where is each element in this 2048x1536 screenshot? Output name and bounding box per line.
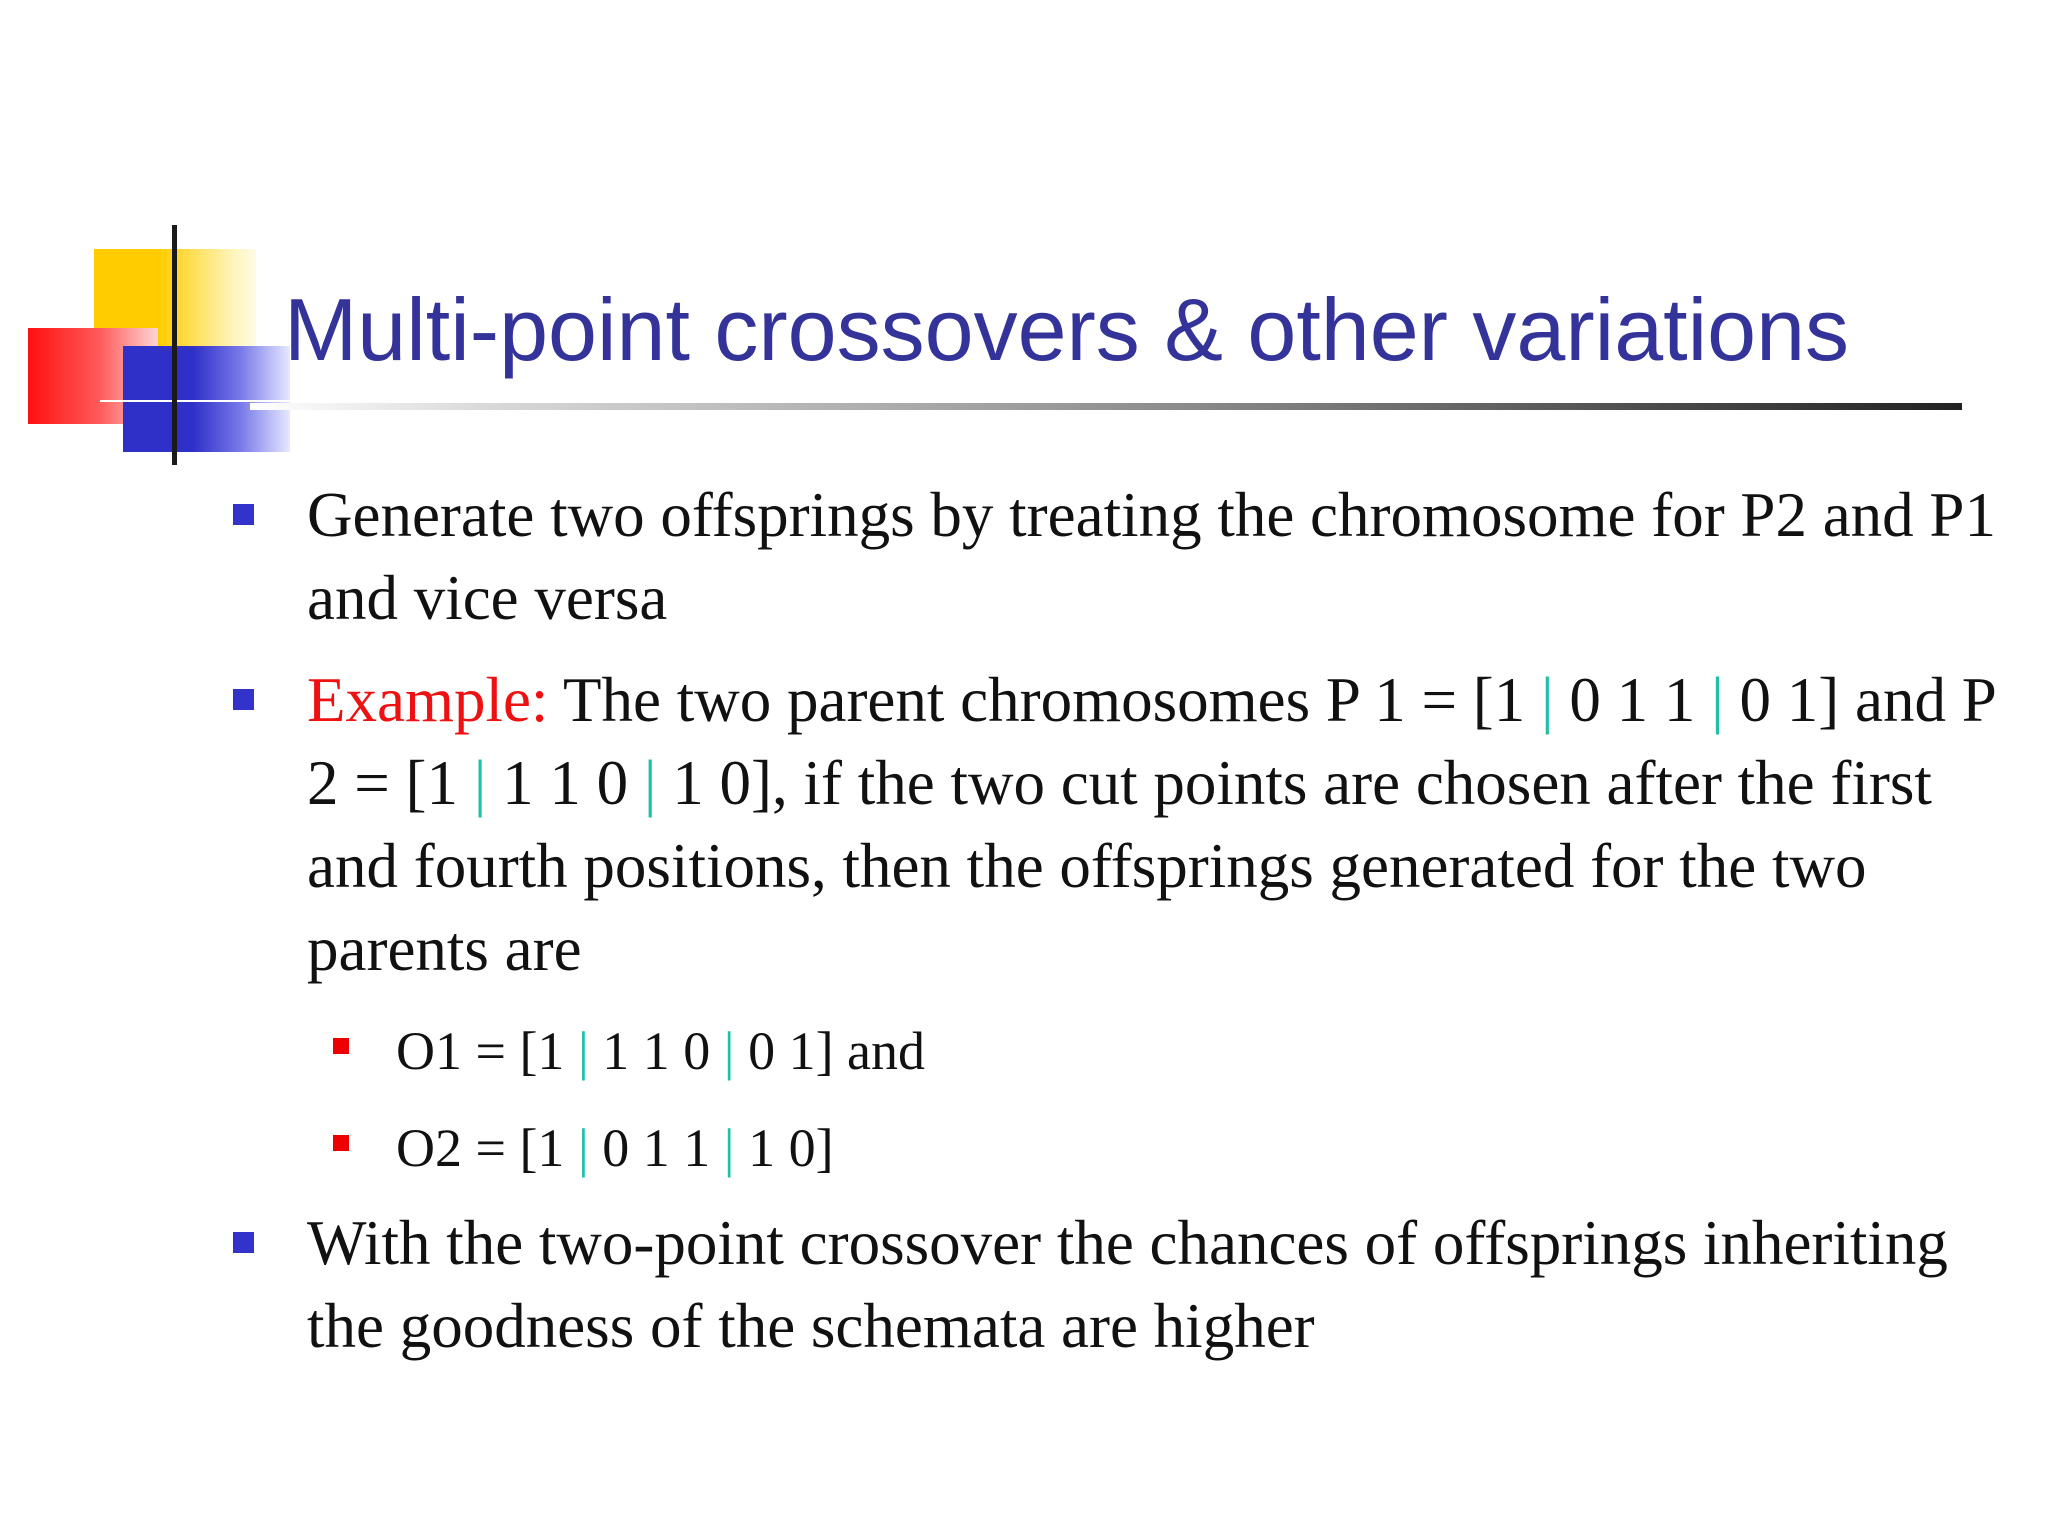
p2-end: 1 0], if the two cut points are chosen after the first and fourth positions, then the offsprings generated for the two parents are <box>307 748 1932 984</box>
p2-prefix: and P 2 = [1 <box>307 665 1995 818</box>
p1-end: 0 1] <box>1723 665 1840 735</box>
cut-mark: | <box>473 748 487 818</box>
o1-prefix: O1 = [1 <box>396 1021 578 1081</box>
cut-mark: | <box>1541 665 1554 735</box>
bullet-text: With the two-point crossover the chances of offsprings inheriting the goodness of the schemata are higher <box>307 1208 1948 1361</box>
cut-mark: | <box>723 1021 735 1081</box>
sub-bullet-o2 <box>396 1113 1896 1183</box>
o2-end: 1 0] <box>734 1118 834 1178</box>
slide-title: Multi-point crossovers & other variations <box>284 280 1850 379</box>
bullet-item-example <box>307 659 2007 991</box>
example-label: Example: <box>307 665 549 735</box>
bullet-square-icon <box>233 689 254 710</box>
cut-mark: | <box>577 1021 589 1081</box>
sub-bullet-o1 <box>396 1016 1896 1086</box>
o2-mid: 0 1 1 <box>588 1118 724 1178</box>
bullet-item-generate <box>307 474 2007 640</box>
logo-horizontal-line <box>100 400 290 402</box>
bullet-item-two-point <box>307 1202 2007 1368</box>
o1-end: 0 1] and <box>734 1021 926 1081</box>
cut-mark: | <box>643 748 657 818</box>
o2-prefix: O2 = [1 <box>396 1118 578 1178</box>
bullet-text: Generate two offsprings by treating the chromosome for P2 and P1 and vice versa <box>307 480 1996 633</box>
sub-bullet-square-icon <box>333 1135 349 1151</box>
logo-vertical-line <box>172 225 177 465</box>
p1-prefix: The two parent chromosomes P 1 = [1 <box>548 665 1542 735</box>
sub-bullet-square-icon <box>333 1038 349 1054</box>
p1-mid: 0 1 1 <box>1553 665 1712 735</box>
o1-mid: 1 1 0 <box>588 1021 724 1081</box>
bullet-square-icon <box>233 504 254 525</box>
cut-mark: | <box>577 1118 589 1178</box>
logo-blue-square <box>123 346 290 452</box>
bullet-text <box>307 659 2007 991</box>
p2-mid: 1 1 0 <box>486 748 644 818</box>
title-underline <box>250 403 1962 410</box>
cut-mark: | <box>1711 665 1724 735</box>
cut-mark: | <box>723 1118 735 1178</box>
bullet-square-icon <box>233 1232 254 1253</box>
